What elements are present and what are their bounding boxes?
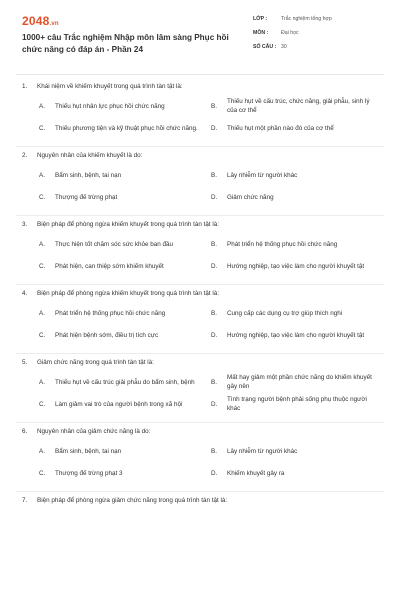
option-letter: B. [211, 240, 217, 248]
question-text [16, 216, 384, 233]
option-letter: C. [39, 193, 46, 201]
site-logo[interactable] [22, 14, 59, 28]
option-text: Thiếu hụt nhân lực phục hồi chức năng [55, 102, 165, 110]
option-text: Lây nhiễm từ người khác [227, 171, 298, 179]
option-letter: D. [211, 193, 218, 201]
question-item [16, 78, 384, 147]
option-text: Phát hiện bệnh sớm, điều trị tích cực [55, 331, 159, 339]
question-stem: Nguyên nhân của giảm chức năng là do: [37, 428, 151, 435]
answer-option[interactable] [211, 186, 383, 208]
question-number: 5. [22, 359, 28, 366]
question-stem: Khái niệm về khiếm khuyết trong quá trình tàn tật là: [37, 83, 183, 90]
option-text: Thiếu hụt về cấu trúc giải phẫu do bẩm sinh, bệnh [55, 378, 195, 386]
question-list [0, 78, 400, 516]
option-letter: B. [211, 447, 217, 455]
question-number: 1. [22, 83, 28, 90]
document-title: 1000+ câu Trắc nghiệm Nhập môn lâm sàng Phục hồi chức năng có đáp án - Phần 24 [22, 33, 229, 54]
meta-key: SỐ CÂU : [253, 44, 277, 50]
option-letter: A. [39, 378, 45, 386]
question-text [16, 78, 384, 95]
option-letter: D. [211, 400, 218, 408]
answer-option[interactable] [39, 164, 211, 186]
option-letter: D. [211, 469, 218, 477]
option-letter: D. [211, 262, 218, 270]
option-letter: A. [39, 240, 45, 248]
option-letter: A. [39, 171, 45, 179]
option-text: Thiếu phương tiện và kỹ thuật phục hồi chức năng. [55, 124, 198, 132]
answer-option[interactable] [211, 371, 383, 393]
option-text: Phát hiện, can thiệp sớm khiếm khuyết [55, 262, 164, 270]
meta-row-subject [253, 30, 383, 44]
option-letter: C. [39, 469, 46, 477]
answer-option[interactable] [211, 324, 383, 346]
option-letter: A. [39, 102, 45, 110]
option-letter: C. [39, 331, 46, 339]
answer-option[interactable] [211, 164, 383, 186]
answer-option[interactable] [39, 462, 211, 484]
option-text: Thiếu hụt một phần nào đó của cơ thể [227, 124, 334, 132]
answer-option[interactable] [211, 233, 383, 255]
option-text: Cung cấp các dụng cụ trợ giúp thích nghi [227, 309, 343, 317]
option-text: Phát triển hệ thống phục hồi chức năng [55, 309, 166, 317]
option-letter: B. [211, 102, 217, 110]
question-stem: Biện pháp để phòng ngừa khiếm khuyết trong quá trình tàn tật là: [37, 290, 220, 297]
answer-options [16, 440, 384, 484]
option-letter: A. [39, 309, 45, 317]
question-number: 3. [22, 221, 28, 228]
option-text: Thực hiện tốt chăm sóc sức khỏe ban đầu [55, 240, 173, 248]
option-text: Lây nhiễm từ người khác [227, 447, 298, 455]
meta-row-class [253, 16, 383, 30]
option-text: Tình trạng người bệnh phải sống phụ thuộc người khác [227, 396, 367, 412]
option-letter: B. [211, 378, 217, 386]
answer-option[interactable] [211, 302, 383, 324]
option-letter: B. [211, 309, 217, 317]
question-item [16, 423, 384, 492]
answer-option[interactable] [39, 255, 211, 277]
option-letter: D. [211, 124, 218, 132]
logo-main-text: 2048 [22, 14, 50, 28]
answer-option[interactable] [211, 95, 383, 117]
answer-option[interactable] [39, 371, 211, 393]
question-stem: Giảm chức năng trong quá trình tàn tật là: [37, 359, 154, 366]
question-item [16, 492, 384, 516]
meta-key: MÔN : [253, 30, 269, 36]
meta-key: LỚP : [253, 16, 268, 22]
question-text [16, 492, 384, 509]
answer-option[interactable] [211, 462, 383, 484]
header-divider [16, 74, 384, 75]
answer-option[interactable] [39, 302, 211, 324]
answer-option[interactable] [39, 393, 211, 415]
question-item [16, 216, 384, 285]
option-letter: B. [211, 171, 217, 179]
page-header [0, 0, 400, 70]
option-text: Mất hay giảm một phần chức năng do khiếm khuyết gây nên [227, 374, 372, 390]
answer-option[interactable] [39, 95, 211, 117]
question-number: 4. [22, 290, 28, 297]
answer-option[interactable] [211, 117, 383, 139]
answer-option[interactable] [211, 440, 383, 462]
answer-options [16, 371, 384, 415]
option-text: Bẩm sinh, bệnh, tai nạn [55, 171, 122, 179]
answer-option[interactable] [39, 324, 211, 346]
question-item [16, 354, 384, 423]
answer-option[interactable] [39, 233, 211, 255]
question-item [16, 285, 384, 354]
meta-row-count [253, 44, 383, 58]
option-text: Bẩm sinh, bệnh, tai nạn [55, 447, 122, 455]
answer-option[interactable] [39, 440, 211, 462]
question-number: 7. [22, 497, 28, 504]
question-number: 6. [22, 428, 28, 435]
option-text: Thiếu hụt về cấu trúc, chức năng, giải phẫu, sinh lý của cơ thể [227, 98, 370, 114]
question-stem: Biện pháp để phòng ngừa giảm chức năng trong quá trình tàn tật là: [37, 497, 228, 504]
option-text: Hướng nghiệp, tạo việc làm cho người khuyết tật [227, 262, 365, 270]
option-text: Giảm chức năng [227, 193, 274, 201]
question-stem: Biện pháp để phòng ngừa khiếm khuyết trong quá trình tàn tật là: [37, 221, 220, 228]
answer-option[interactable] [39, 117, 211, 139]
question-text [16, 423, 384, 440]
meta-value: 30 [281, 44, 287, 50]
option-text: Phát triển hệ thống phục hồi chức năng [227, 240, 338, 248]
meta-value: Đại học [281, 30, 299, 36]
option-letter: A. [39, 447, 45, 455]
question-stem: Nguyên nhân của khiếm khuyết là do: [37, 152, 143, 159]
answer-option[interactable] [211, 255, 383, 277]
question-text [16, 354, 384, 371]
option-letter: C. [39, 400, 46, 408]
answer-options [16, 164, 384, 208]
meta-value: Trắc nghiệm tổng hợp [281, 16, 332, 22]
option-text: Thượng đế trừng phạt 3 [55, 469, 123, 477]
logo-domain-text: .vn [49, 21, 59, 27]
question-text [16, 147, 384, 164]
option-letter: D. [211, 331, 218, 339]
option-letter: C. [39, 262, 46, 270]
answer-options [16, 302, 384, 346]
question-item [16, 147, 384, 216]
option-text: Thượng đế trừng phạt [55, 193, 118, 201]
question-text [16, 285, 384, 302]
option-text: Làm giảm vai trò của người bệnh trong xã hội [55, 400, 183, 408]
option-text: Khiếm khuyết gây ra [227, 469, 285, 477]
question-number: 2. [22, 152, 28, 159]
document-meta [253, 16, 383, 58]
answer-option[interactable] [211, 393, 383, 415]
answer-option[interactable] [39, 186, 211, 208]
answer-options [16, 233, 384, 277]
answer-options [16, 95, 384, 139]
option-letter: C. [39, 124, 46, 132]
option-text: Hướng nghiệp, tạo việc làm cho người khuyết tật [227, 331, 365, 339]
